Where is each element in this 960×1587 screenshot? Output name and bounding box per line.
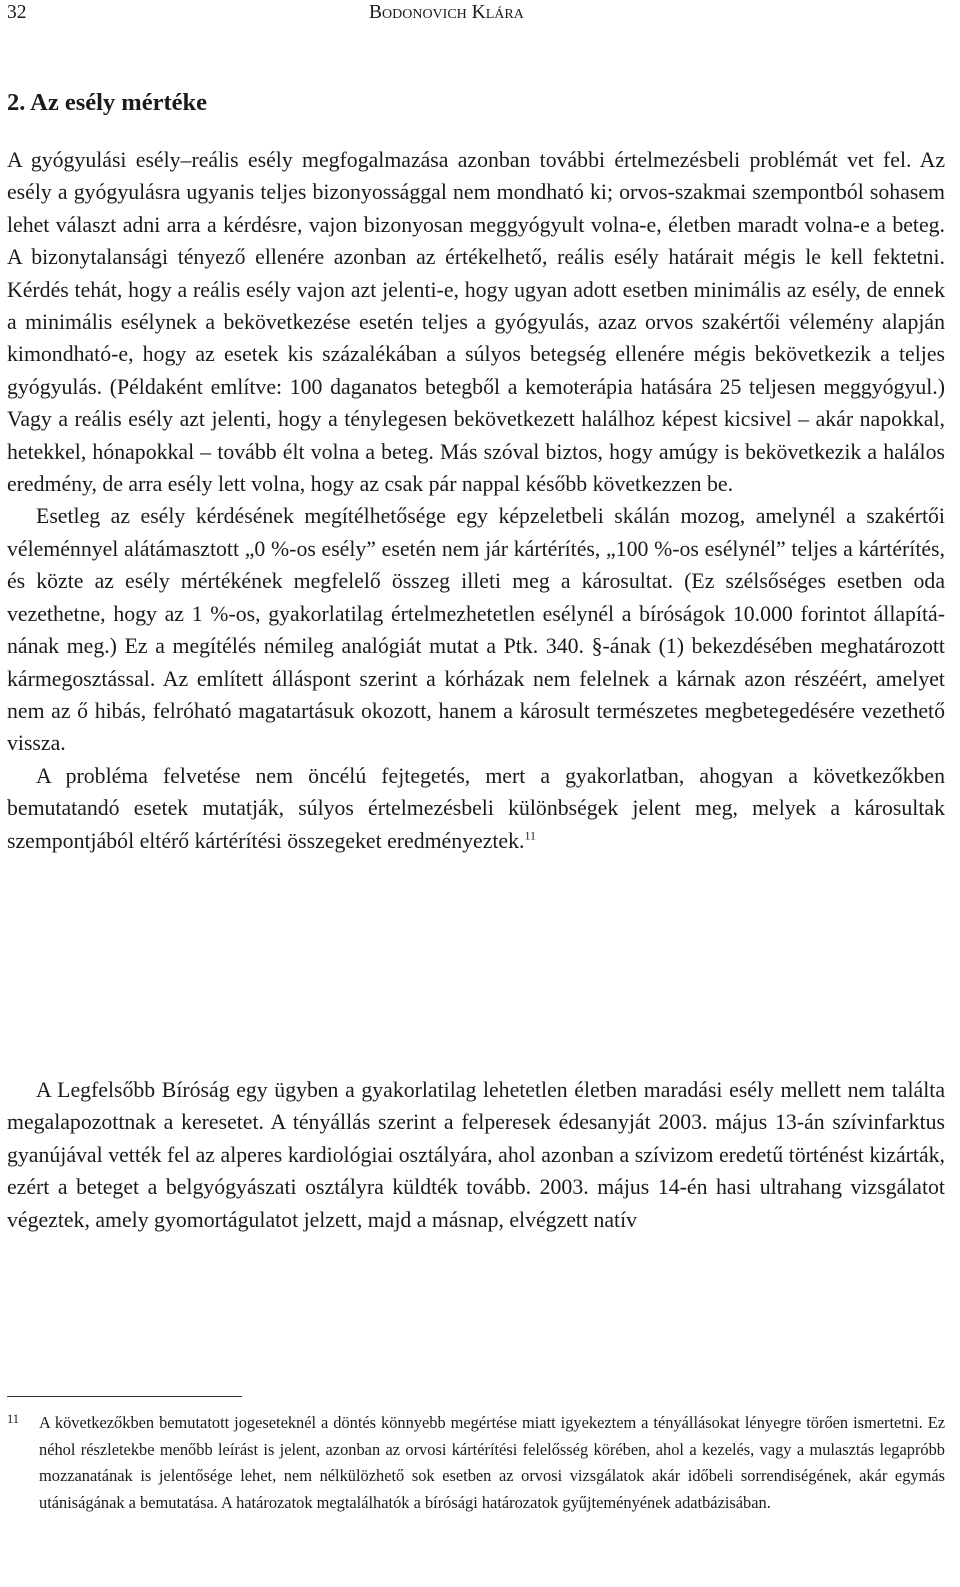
paragraph-3-text: A probléma felvetése nem öncélú fejtegetés, mert a gyakorlatban, ahogyan a következőkben bemutatandó esetek mutatják, súlyos értelmezésbeli különbségek jelent meg, melyek a károsultak szempontjából eltérő kártérítési összegeket eredményeztek.	[7, 763, 945, 853]
running-head	[7, 2, 945, 28]
paragraph-4: A Legfelsőbb Bíróság egy ügyben a gyakorlatilag lehetetlen életben maradási esély mellett nem találta megalapozottnak a keresetet. A tényállás szerint a felperesek édesanyját 2003. május 13-án szívinfarktus gyanújával vették fel az alperes kardiológiai osztályára, ahol azonban a szívizom eredetű történést kizárták, ezért a beteget a belgyógyászati osztályra küldték tovább. 2003. május 14-én hasi ultrahang vizsgálatot végeztek, amely gyomortágulatot jelzett, majd a másnap, elvégzett natív	[7, 1078, 945, 1232]
body-text-block-1	[7, 144, 945, 857]
paragraph-3	[7, 760, 945, 857]
paragraph-1: A gyógyulási esély–reális esély megfogalmazása azonban további értelmezésbeli problémát vet fel. Az esély a gyógyulásra ugyanis teljes bizonyossággal nem mondható ki; orvos-szakmai szempontból sohasem lehet választ adni arra a kérdésre, vajon bizonyosan meggyógyult volna-e, életben maradt volna-e a beteg. A bizonytalansági tényező ellenére azonban az értékelhető, reális esély határait mégis le kell fektetni. Kérdés tehát, hogy a reális esély vajon azt jelenti-e, hogy ugyan adott esetben minimális az esély, de ennek a minimális esélynek a bekövetkezése esetén teljes a gyógyulás, azaz orvos szakértői vélemény alapján kimondható-e, hogy az esetek kis százalékában a súlyos betegség ellenére mégis bekövetkezik a teljes gyógyulás. (Példaként említve: 100 daganatos betegből a kemoterápia hatására 25 teljesen meggyógyul.) Vagy a reális esély azt jelenti, hogy a ténylegesen bekövetkezett halálhoz képest kicsivel – akár napokkal, hetekkel, hónapokkal – tovább élt volna a beteg. Más szóval biztos, hogy amúgy is bekövetkezik a halálos eredmény, de arra esély lett volna, hogy az csak pár nappal később következzen be.	[7, 148, 945, 497]
paragraph-2: Esetleg az esély kérdésének megítélhetősége egy képzeletbeli skálán mozog, amelynél a szakértői véleménnyel alátámasztott „0 %-os esély” esetén nem jár kártérítés, „100 %-os esélynél” teljes a kártérítés, és közte az esély mértékének megfelelő összeg illeti meg a károsultat. (Ez szélsőséges esetben oda vezethetne, hogy az 1 %-os, gyakorlatilag értelmezhetetlen esélynél a bíróságok 10.000 forintot állapítánának meg.) Ez a megítélés némileg analógiát mutat a Ptk. 340. §-ának (1) bekezdésében meghatározott kármegosztással. Az említett álláspont szerint a kórházak nem felelnek a kárnak azon részéért, amelyet nem az ő hibás, felróható magatartásuk okozott, hanem a károsult természetes megbetegedésére vezethető vissza.	[7, 504, 945, 756]
body-text-block-2	[7, 1074, 945, 1236]
footnote-reference: 11	[524, 828, 537, 843]
section-heading: 2. Az esély mértéke	[7, 89, 207, 116]
footnote-number: 11	[7, 1412, 20, 1426]
running-head-author: Bodonovich Klára	[369, 2, 524, 23]
footnote-divider	[7, 1396, 242, 1397]
footnote	[7, 1410, 945, 1516]
footnote-text: A következőkben bemutatott jogeseteknél a döntés könnyebb megértése miatt igyekeztem a tényállásokat lényegre törően ismertetni. Ez néhol részletekbe menőbb leírást is jelent, azonban az orvosi kártérítési felelősség körében, ahol a kezelés, vagy a mulasztás legapróbb mozzanatának is jelentősége lehet, nem nélkülözhető sok esetben az orvosi vizsgálatok akár időbeli sorrendiségének, akár egymás utániságának a bemutatása. A határozatok megtalálhatók a bírósági határozatok gyűjteményének adatbázisában.	[39, 1413, 945, 1512]
page-number: 32	[7, 2, 27, 23]
